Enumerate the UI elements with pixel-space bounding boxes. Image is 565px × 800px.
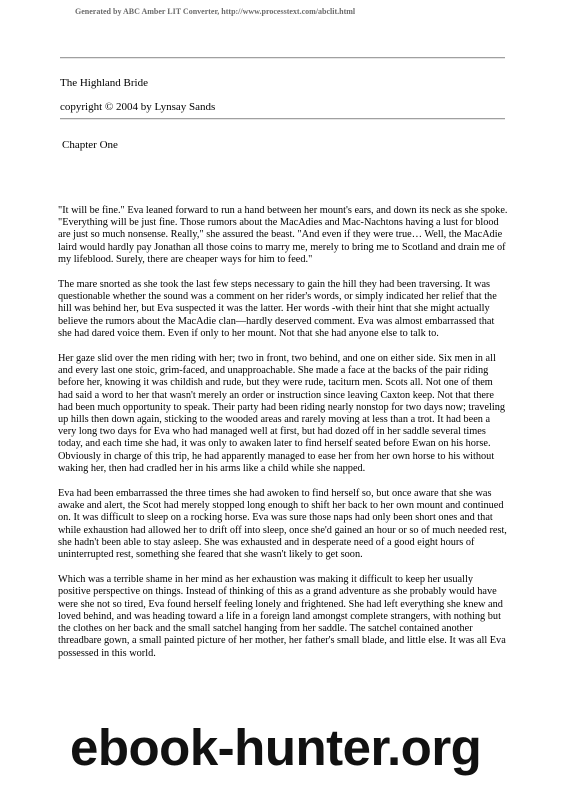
- header-divider: [60, 118, 505, 120]
- chapter-title: Chapter One: [62, 139, 118, 151]
- converter-link[interactable]: Generated by ABC Amber LIT Converter, http://www.processtext.com/abclit.html: [75, 7, 356, 16]
- top-divider: [60, 57, 505, 59]
- book-title: The Highland Bride: [60, 77, 148, 89]
- paragraph: Her gaze slid over the men riding with her; two in front, two behind, and one on either side. Six men in all and every last one stoic, grim-faced, and unapproachable. She made a face at the backs of the pair riding before her, knowing it was childish and rude, but they were rude, taciturn men. Scots all. Not one of them had said a word to her that wasn't merely an order or instruction since leaving Caxton keep. Not that there had been much opportunity to speak. Their party had been riding nearly nonstop for two days now; traveling up hills then down again, sticking to the wooded areas and rarely moving at less than a trot. It had been a very long two days for Eva who had managed well at first, but had dozed off in her saddle several times today, and each time she had, it was only to awaken later to find herself seated before Ewan on his horse. Obviously in charge of this trip, he had apparently managed to ease her from her own horse to his without waking her, then had cradled her in his arms like a child while she napped.: [58, 353, 506, 474]
- copyright-line: copyright © 2004 by Lynsay Sands: [60, 101, 216, 113]
- paragraph: "It will be fine." Eva leaned forward to run a hand between her mount's ears, and down its neck as she spoke. "Everything will be just fine. Those rumors about the MacAdies and Mac-Nachtons having a lust for blood are just so much nonsense. Really," she assured the beast. "And even if they were true… Well, the MacAdie laird would hardly pay Jonathan all those coins to marry me, merely to bring me to Scotland and drain me of my lifeblood. Surely, there are cheaper ways for him to feed.": [58, 205, 508, 265]
- watermark: ebook-hunter.org: [70, 719, 482, 776]
- paragraph: Which was a terrible shame in her mind as her exhaustion was making it difficult to keep her usually positive perspective on things. Instead of thinking of this as a grand adventure as she probably would have were she not so tired, Eva found herself feeling lonely and frightened. She had left everything she knew and loved behind, and was heading toward a life in a foreign land amongst complete strangers, with nothing but the clothes on her back and the small satchel hanging from her saddle. The satchel contained another threadbare gown, a small painted picture of her mother, her father's small blade, and little else. It was all Eva possessed in this world.: [58, 574, 506, 659]
- paragraph: Eva had been embarrassed the three times she had awoken to find herself so, but once aware that she was awake and alert, the Scot had merely stopped long enough to shift her back to her own mount and continued on. It was difficult to sleep on a rocking horse. Eva was sure those naps had only been short ones and that while exhaustion had allowed her to drift off into sleep, once she'd gained an hour or so of much needed rest, she hadn't been able to stay asleep. She was exhausted and in desperate need of a good eight hours of uninterrupted rest, something she feared that she wasn't likely to get soon.: [58, 488, 507, 561]
- chapter-body: [58, 205, 508, 673]
- paragraph: The mare snorted as she took the last few steps necessary to gain the hill they had been traversing. It was questionable whether the sound was a comment on her rider's words, or simply indicated her relief that the hill was behind her, but Eva suspected it was the latter. Her words -with their hint that she might actually believe the rumors about the MacAdie clan—hardly deserved comment. Eva was almost embarrassed that she had dared voice them. Even if only to her mount. Not that she had anyone else to talk to.: [58, 279, 497, 339]
